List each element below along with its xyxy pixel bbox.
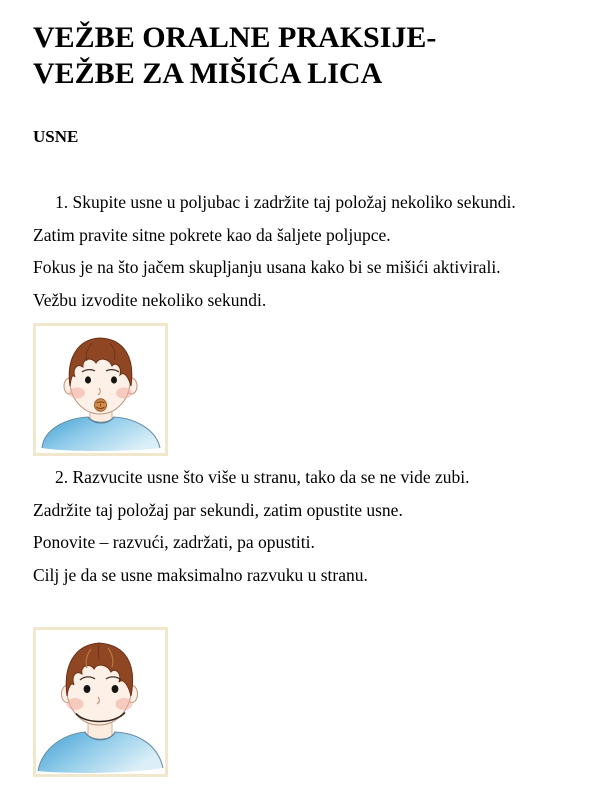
eye-left xyxy=(84,685,91,693)
exercise-2-line-2: Zadržite taj položaj par sekundi, zatim opustite usne. xyxy=(33,499,403,520)
puckered-lips xyxy=(95,399,107,411)
cheek-right xyxy=(116,388,132,399)
exercise-2-line-4: Cilj je da se usne maksimalno razvuku u stranu. xyxy=(33,564,368,585)
boy-wide-smile-drawing xyxy=(36,630,165,774)
cheek-left xyxy=(67,698,84,710)
eye-right xyxy=(111,376,117,383)
eye-left xyxy=(85,376,91,383)
cheek-right xyxy=(116,698,133,710)
boy-puckered-lips-drawing xyxy=(36,326,165,453)
exercise-1-line-3: Fokus je na što jačem skupljanju usana kako bi se mišići aktivirali. xyxy=(33,257,501,277)
exercise-2-line-1: 2. Razvucite usne što više u stranu, tako da se ne vide zubi. xyxy=(55,467,470,487)
cheek-left xyxy=(69,388,85,399)
document-page xyxy=(0,20,607,777)
exercise-1-line-4: Vežbu izvodite nekoliko sekundi. xyxy=(33,289,267,310)
exercise-2-paragraph xyxy=(33,461,574,591)
exercise-1-line-2: Zatim pravite sitne pokrete kao da šaljete poljupce. xyxy=(33,224,391,245)
exercise-1-paragraph xyxy=(33,186,574,316)
page-title: VEŽBE ORALNE PRAKSIJE-VEŽBE ZA MIŠIĆA LICA xyxy=(33,21,437,90)
section-heading-usne: USNE xyxy=(33,127,79,146)
eye-right xyxy=(112,685,119,693)
boy-wide-smile-illustration xyxy=(33,627,168,777)
exercise-2-line-3: Ponovite – razvući, zadržati, pa opustiti. xyxy=(33,532,315,552)
exercise-1-line-1: 1. Skupite usne u poljubac i zadržite taj položaj nekoliko sekundi. xyxy=(55,192,516,212)
boy-puckered-lips-illustration xyxy=(33,323,168,456)
